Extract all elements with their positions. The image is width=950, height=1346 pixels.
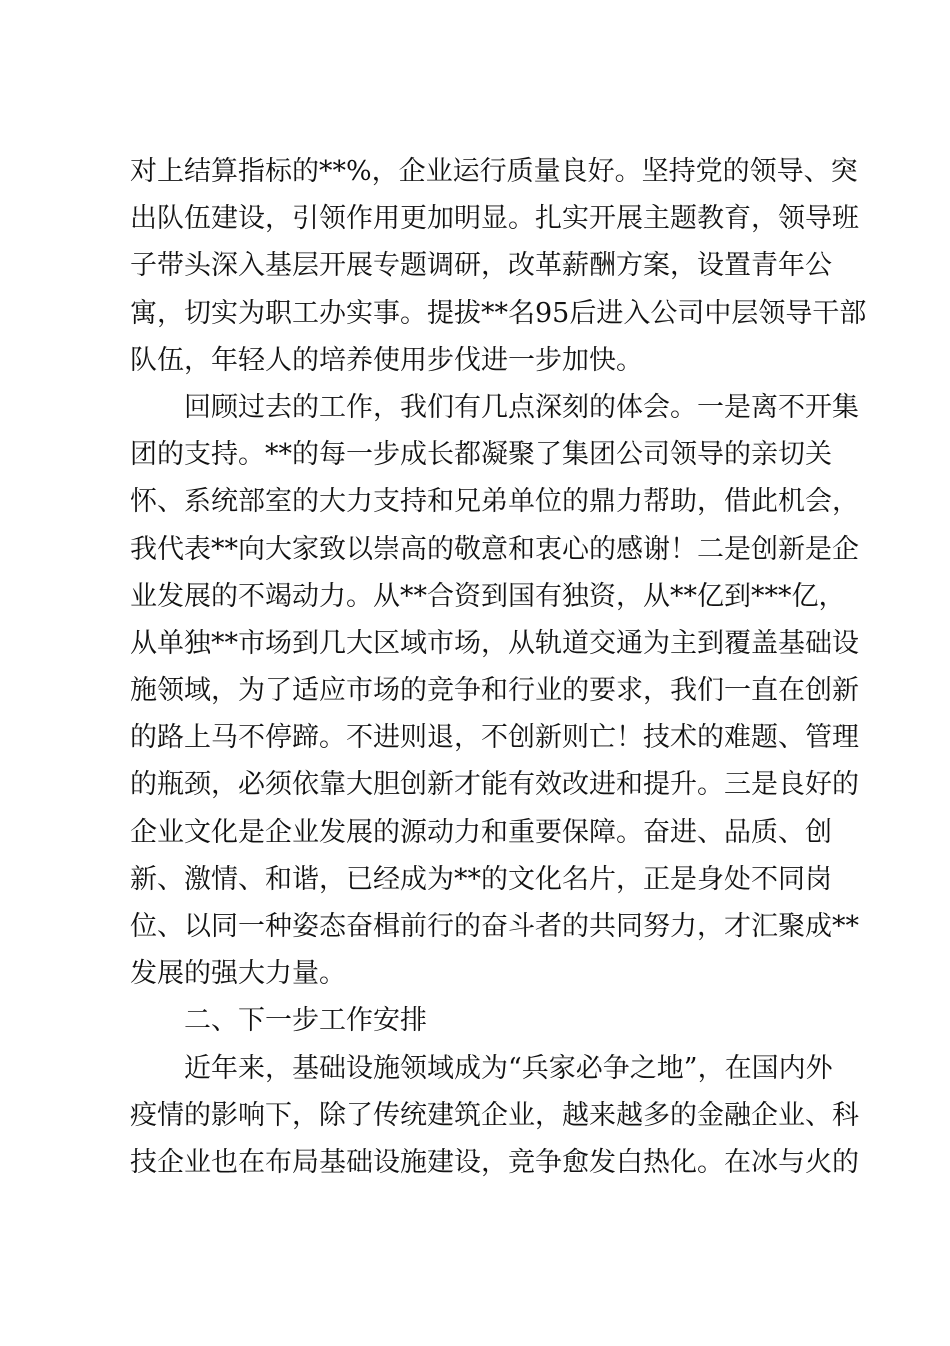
- paragraph-2-line-9: 的瓶颈，必须依靠大胆创新才能有效改进和提升。三是良好的: [130, 769, 859, 801]
- paragraph-2-line-7: 施领域，为了适应市场的竞争和行业的要求，我们一直在创新: [130, 675, 859, 707]
- paragraph-4-line-3: 技企业也在布局基础设施建设，竞争愈发白热化。在冰与火的: [130, 1146, 859, 1178]
- paragraph-2-line-13: 发展的强大力量。: [130, 958, 346, 990]
- paragraph-1-line-5: 队伍，年轻人的培养使用步伐进一步加快。: [130, 344, 643, 376]
- paragraph-2-line-3: 怀、系统部室的大力支持和兄弟单位的鼎力帮助，借此机会，: [130, 486, 859, 518]
- section-heading: 二、下一步工作安排: [184, 1005, 427, 1037]
- paragraph-1-line-2: 出队伍建设，引领作用更加明显。扎实开展主题教育，领导班: [130, 203, 859, 235]
- paragraph-2-line-12: 位、以同一种姿态奋楫前行的奋斗者的共同努力，才汇聚成**: [130, 911, 859, 942]
- paragraph-2-line-8: 的路上马不停蹄。不进则退，不创新则亡！技术的难题、管理: [130, 722, 859, 754]
- paragraph-2-line-6: 从单独**市场到几大区域市场，从轨道交通为主到覆盖基础设: [130, 627, 859, 659]
- paragraph-2-line-11: 新、激情、和谐，已经成为**的文化名片，正是身处不同岗: [130, 863, 832, 895]
- paragraph-4-line-2: 疫情的影响下，除了传统建筑企业，越来越多的金融企业、科: [130, 1099, 859, 1131]
- paragraph-1-line-3: 子带头深入基层开展专题调研，改革薪酬方案，设置青年公: [130, 250, 832, 282]
- document-body: [130, 148, 867, 1186]
- paragraph-1-line-1: 对上结算指标的**%，企业运行质量良好。坚持党的领导、突: [130, 156, 858, 187]
- paragraph-2-line-10: 企业文化是企业发展的源动力和重要保障。奋进、品质、创: [130, 816, 832, 848]
- paragraph-2-line-2: 团的支持。**的每一步成长都凝聚了集团公司领导的亲切关: [130, 439, 832, 471]
- paragraph-2-line-4: 我代表**向大家致以崇高的敬意和衷心的感谢！二是创新是企: [130, 533, 859, 565]
- paragraph-2-line-5: 业发展的不竭动力。从**合资到国有独资，从**亿到***亿，: [130, 580, 846, 612]
- paragraph-2-line-1: 回顾过去的工作，我们有几点深刻的体会。一是离不开集: [184, 391, 859, 423]
- paragraph-4-line-1: 近年来，基础设施领域成为“兵家必争之地”，在国内外: [184, 1052, 833, 1084]
- paragraph-1-line-4: 寓，切实为职工办实事。提拔**名95后进入公司中层领导干部: [130, 297, 867, 329]
